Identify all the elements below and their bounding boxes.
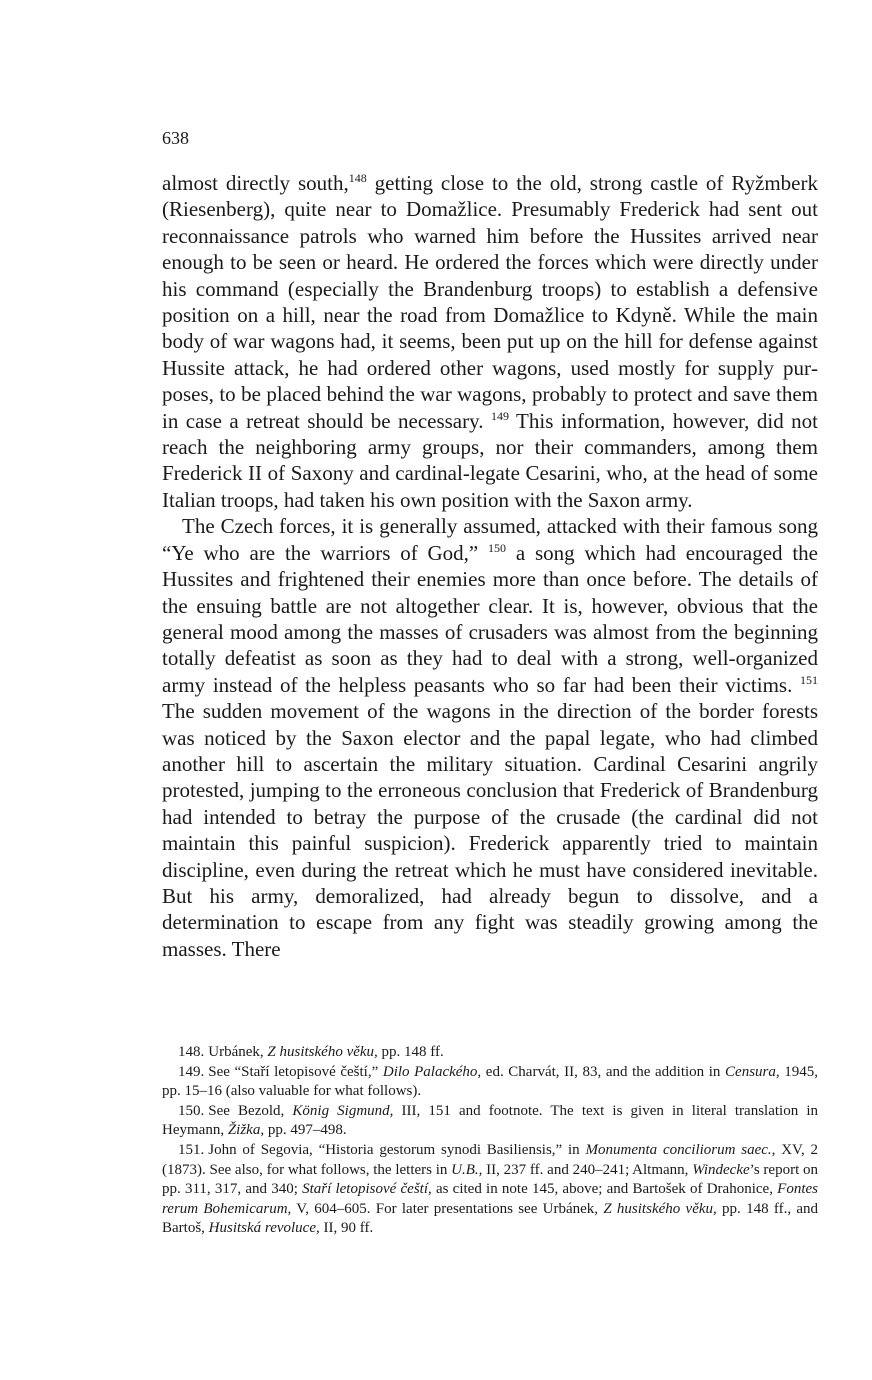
- footnote-number: 149.: [178, 1063, 205, 1080]
- footnote-ref: 149: [490, 408, 509, 423]
- text-run: as cited in note 145, above; and Bartošek of Drahonice,: [431, 1181, 778, 1198]
- body-text: [162, 170, 818, 962]
- text-run: pp. 148 ff., and Bartoš,: [162, 1200, 818, 1237]
- italic-text: Fontes rerum Bohemicarum,: [162, 1181, 818, 1217]
- text-run: Urbánek,: [208, 1044, 268, 1060]
- italic-text: Husitská revoluce,: [208, 1220, 320, 1237]
- footnote: [162, 1102, 818, 1141]
- italic-text: Monumenta conciliorum saec.,: [585, 1141, 776, 1158]
- text-run: This information, however, did not reach the neighboring army groups, nor their commanders, among them Frederick II of Saxony and cardinal-legate Cesarini, who, at the head of some Italian troops, had taken his own position with the Saxon army.: [162, 408, 818, 512]
- text-run: XV, 2 (1873). See also, for what follows, the letters in: [162, 1141, 818, 1178]
- footnotes: [162, 1043, 818, 1239]
- text-run: III, 151 and footnote. The text is given in literal translation in Heymann,: [162, 1102, 818, 1139]
- footnote-number: 148.: [178, 1044, 205, 1060]
- paragraph: [162, 170, 818, 513]
- text-run: ’s report on pp. 311, 317, and 340;: [162, 1161, 818, 1198]
- italic-text: Censura,: [725, 1063, 780, 1080]
- text-run: II, 90 ff.: [319, 1220, 374, 1237]
- text-run: 1945, pp. 15–16 (also valuable for what follows).: [162, 1063, 818, 1100]
- footnote: [162, 1043, 818, 1063]
- italic-text: Z husitského věku,: [267, 1044, 378, 1060]
- italic-text: Z husitského věku,: [603, 1200, 717, 1217]
- footnote-ref: 148: [348, 171, 367, 185]
- footnote-number: 150.: [178, 1102, 205, 1119]
- text-run: getting close to the old, strong castle of Ryžmberk (Riesenberg), quite near to Domažlice. Presumably Frederick had sent out reconnaissance patrols who warned him before the Hussites arrived near enough to be seen or heard. He ordered the forces which were directly under his command (especially the Brandenburg troops) to establish a defensive position on a hill, near the road from Domažlice to Kdyně. While the main body of war wagons had, it seems, been put up on the hill for defense against Hussite attack, he had ordered other wagons, used mostly for supply purposes, to be placed behind the war wagons, probably to protect and save them in case a retreat should be necessary.: [162, 171, 818, 433]
- footnote-number: 151.: [178, 1141, 205, 1158]
- text-run: almost directly south,: [162, 171, 349, 195]
- text-run: See Bezold,: [208, 1102, 293, 1119]
- italic-text: Žižka,: [227, 1122, 265, 1139]
- italic-text: Dilo Palackého,: [382, 1063, 482, 1080]
- italic-text: U.B.,: [451, 1161, 483, 1178]
- text-run: The sudden movement of the wagons in the direction of the border forests was noticed by the Saxon elector and the papal legate, who had climbed another hill to ascertain the military situation. Cardinal Cesarini angrily protested, jumping to the erroneous conclusion that Frederick of Brandenburg had intended to betray the purpose of the crusade (the cardinal did not maintain this painful suspicion). Frederick apparently tried to maintain discipline, even during the retreat which he must have considered inevitable. But his army, demoralized, had already begun to dissolve, and a determination to escape from any fight was steadily growing among the masses. There: [162, 699, 818, 961]
- text-run: pp. 497–498.: [264, 1122, 347, 1139]
- footnote-ref: 150: [488, 540, 507, 555]
- footnote-ref: 151: [800, 672, 818, 687]
- text-run: a song which had encouraged the Hussites and frightened their enemies more than once before. The details of the ensuing battle are not altogether clear. It is, however, obvious that the general mood among the masses of crusaders was almost from the beginning totally defeatist as soon as they had to deal with a strong, well-organized army instead of the helpless peasants who so far had been their victims.: [162, 540, 818, 697]
- italic-text: König Sigmund,: [292, 1102, 394, 1119]
- text-run: pp. 148 ff.: [377, 1044, 444, 1060]
- text-run: John of Segovia, “Historia gestorum synodi Basiliensis,” in: [208, 1141, 586, 1158]
- text-run: ed. Charvát, II, 83, and the addition in: [481, 1063, 726, 1080]
- italic-text: Staří letopisové čeští,: [302, 1181, 432, 1198]
- italic-text: Windecke: [692, 1161, 750, 1178]
- text-run: V, 604–605. For later presentations see Urbánek,: [291, 1200, 604, 1217]
- paragraph: [162, 513, 818, 962]
- text-run: See “Staří letopisové čeští,”: [208, 1063, 383, 1080]
- footnote: [162, 1063, 818, 1102]
- text-run: II, 237 ff. and 240–241; Altmann,: [482, 1161, 693, 1178]
- footnote: [162, 1141, 818, 1239]
- text-run: The Czech forces, it is generally assumed, attacked with their famous song “Ye who are the warriors of God,”: [162, 514, 818, 565]
- page-number: 638: [162, 128, 189, 148]
